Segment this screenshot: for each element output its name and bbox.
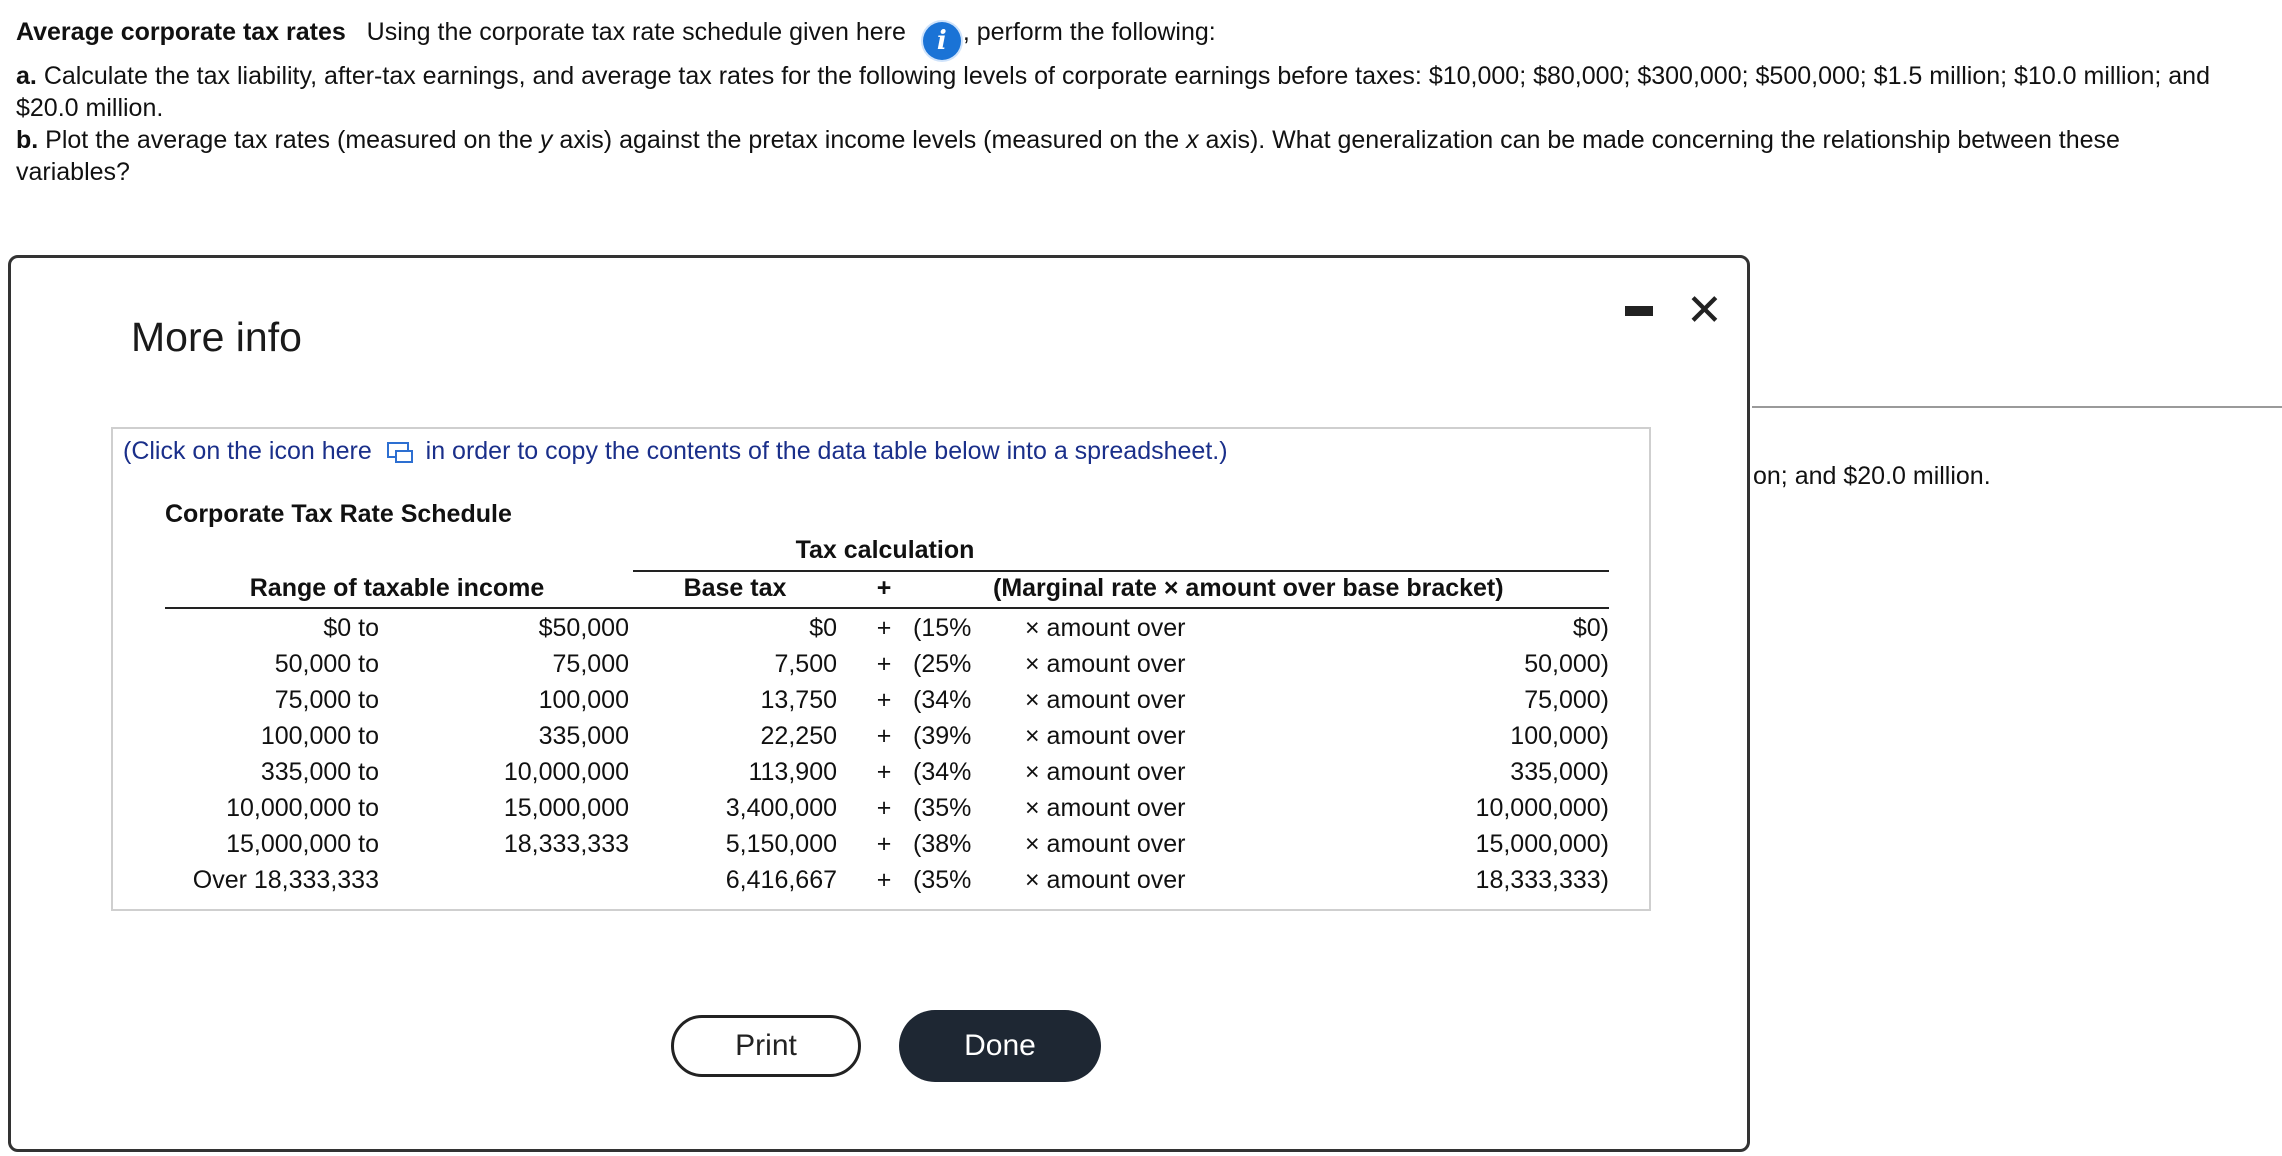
marginal-rate: (39% <box>913 722 972 750</box>
question-title: Average corporate tax rates <box>16 18 346 46</box>
range-from: $0 to <box>323 614 379 642</box>
part-b-text-3: axis). What generalization can be made concerning the relationship between these variables? <box>16 126 2120 186</box>
base-bracket: 18,333,333) <box>1475 866 1609 894</box>
marginal-rate: (34% <box>913 758 972 786</box>
background-divider <box>1752 406 2282 408</box>
marginal-rate: (15% <box>913 614 972 642</box>
range-from: 75,000 to <box>274 686 379 714</box>
part-a-text: Calculate the tax liability, after-tax earnings, and average tax rates for the following levels of corporate earnings before taxes: $10,000; $80,000; $300,000; $500,000; $1.5 million; $10.0 million; and $20.0 million. <box>16 62 2210 122</box>
base-tax: 7,500 <box>774 650 837 678</box>
marginal-rate: (38% <box>913 830 972 858</box>
range-from: 100,000 to <box>260 722 379 750</box>
amount-over: × amount over <box>1025 686 1186 714</box>
base-bracket: 75,000) <box>1524 686 1609 714</box>
amount-over: × amount over <box>1025 866 1186 894</box>
more-info-dialog <box>8 255 1750 1152</box>
header-plus: + <box>876 574 892 602</box>
range-to: 18,333,333 <box>503 830 629 858</box>
part-b-text-2: axis) against the pretax income levels (measured on the <box>552 126 1187 154</box>
question-intro: Using the corporate tax rate schedule given here <box>366 18 906 46</box>
plus-sign: + <box>876 758 892 786</box>
range-to: 100,000 <box>538 686 629 714</box>
part-a-label: a. <box>16 62 37 90</box>
base-bracket: 50,000) <box>1524 650 1609 678</box>
plus-sign: + <box>876 866 892 894</box>
marginal-rate: (34% <box>913 686 972 714</box>
marginal-rate: (25% <box>913 650 972 678</box>
background-snippet: on; and $20.0 million. <box>1753 462 1991 490</box>
base-tax: $0 <box>809 614 837 642</box>
base-tax: 3,400,000 <box>725 794 837 822</box>
header-range: Range of taxable income <box>249 574 545 602</box>
plus-sign: + <box>876 830 892 858</box>
amount-over: × amount over <box>1025 830 1186 858</box>
plus-sign: + <box>876 722 892 750</box>
header-base-tax: Base tax <box>683 574 787 602</box>
header-tax-calculation: Tax calculation <box>795 536 975 564</box>
data-table-container <box>111 427 1651 911</box>
copy-spreadsheet-icon[interactable] <box>385 440 413 462</box>
amount-over: × amount over <box>1025 650 1186 678</box>
table-caption: Corporate Tax Rate Schedule <box>165 500 512 528</box>
dialog-title: More info <box>131 314 302 360</box>
marginal-rate: (35% <box>913 794 972 822</box>
info-icon[interactable]: i <box>923 22 961 60</box>
close-icon[interactable]: ✕ <box>1686 285 1723 336</box>
range-from: 335,000 to <box>260 758 379 786</box>
minimize-icon[interactable] <box>1625 306 1653 316</box>
copy-note <box>123 437 1228 466</box>
plus-sign: + <box>876 794 892 822</box>
range-to: $50,000 <box>538 614 629 642</box>
marginal-rate: (35% <box>913 866 972 894</box>
range-to: 335,000 <box>538 722 629 750</box>
range-to: 15,000,000 <box>503 794 629 822</box>
header-rule-lower <box>165 607 1609 609</box>
base-bracket: $0) <box>1572 614 1609 642</box>
question-part-a <box>16 60 2266 124</box>
range-to: 10,000,000 <box>503 758 629 786</box>
print-button[interactable]: Print <box>671 1015 861 1077</box>
base-bracket: 335,000) <box>1510 758 1609 786</box>
question-header <box>16 16 1216 60</box>
plus-sign: + <box>876 650 892 678</box>
base-bracket: 10,000,000) <box>1475 794 1609 822</box>
base-tax: 13,750 <box>760 686 837 714</box>
range-to: 75,000 <box>552 650 629 678</box>
amount-over: × amount over <box>1025 722 1186 750</box>
amount-over: × amount over <box>1025 794 1186 822</box>
amount-over: × amount over <box>1025 614 1186 642</box>
base-bracket: 100,000) <box>1510 722 1609 750</box>
base-tax: 22,250 <box>760 722 837 750</box>
amount-over: × amount over <box>1025 758 1186 786</box>
part-b-label: b. <box>16 126 39 154</box>
part-b-x: x <box>1186 126 1199 154</box>
base-tax: 6,416,667 <box>725 866 837 894</box>
base-tax: 113,900 <box>748 758 837 786</box>
plus-sign: + <box>876 614 892 642</box>
question-intro-end: , perform the following: <box>962 18 1216 46</box>
base-tax: 5,150,000 <box>725 830 837 858</box>
range-from: 50,000 to <box>274 650 379 678</box>
copy-note-start: (Click on the icon here <box>123 437 372 465</box>
range-from: 15,000,000 to <box>226 830 379 858</box>
done-button[interactable]: Done <box>899 1010 1101 1082</box>
part-b-text-1: Plot the average tax rates (measured on the <box>45 126 540 154</box>
range-from: 10,000,000 to <box>226 794 379 822</box>
plus-sign: + <box>876 686 892 714</box>
question-part-b <box>16 124 2166 188</box>
part-b-y: y <box>539 126 553 154</box>
base-bracket: 15,000,000) <box>1475 830 1609 858</box>
header-marginal: (Marginal rate × amount over base bracket) <box>993 574 1504 602</box>
copy-note-end: in order to copy the contents of the data table below into a spreadsheet.) <box>425 437 1228 465</box>
header-rule-upper <box>633 570 1609 572</box>
range-from: Over 18,333,333 <box>192 866 379 894</box>
